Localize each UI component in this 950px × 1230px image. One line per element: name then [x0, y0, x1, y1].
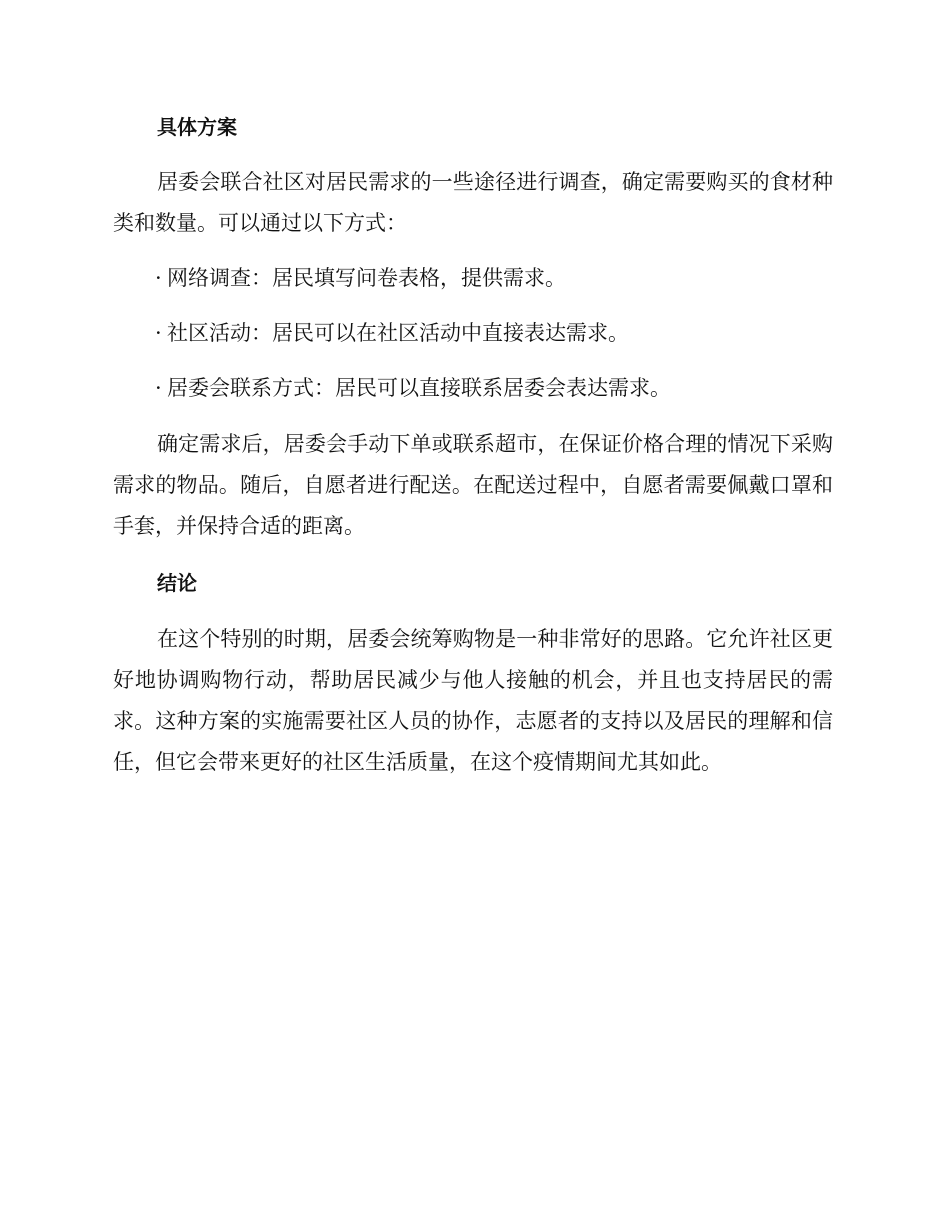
- bullet-text: 居委会联系方式：居民可以直接联系居委会表达需求。: [167, 376, 671, 400]
- plan-intro-paragraph: 居委会联合社区对居民需求的一些途径进行调查，确定需要购买的食材种类和数量。可以通过以下方式：: [113, 170, 833, 235]
- conclusion-paragraph: 在这个特别的时期，居委会统筹购物是一种非常好的思路。它允许社区更好地协调购物行动，帮助居民减少与他人接触的机会，并且也支持居民的需求。这种方案的实施需要社区人员的协作，志愿者的支持以及居民的理解和信任，但它会带来更好的社区生活质量，在这个疫情期间尤其如此。: [113, 627, 833, 774]
- bullet-item-community-activity: [155, 313, 629, 354]
- bullet-marker: ·: [155, 321, 162, 345]
- plan-followup-paragraph: 确定需求后，居委会手动下单或联系超市，在保证价格合理的情况下采购需求的物品。随后，自愿者进行配送。在配送过程中，自愿者需要佩戴口罩和手套，并保持合适的距离。: [113, 432, 833, 538]
- section-heading-plan: 具体方案: [157, 115, 237, 139]
- section-heading-conclusion: 结论: [157, 571, 197, 595]
- bullet-text: 社区活动：居民可以在社区活动中直接表达需求。: [167, 321, 629, 345]
- bullet-marker: ·: [155, 376, 162, 400]
- bullet-item-online-survey: [155, 258, 566, 299]
- bullet-marker: ·: [155, 266, 162, 290]
- bullet-item-contact-committee: [155, 368, 671, 409]
- bullet-text: 网络调查：居民填写问卷表格，提供需求。: [167, 266, 566, 290]
